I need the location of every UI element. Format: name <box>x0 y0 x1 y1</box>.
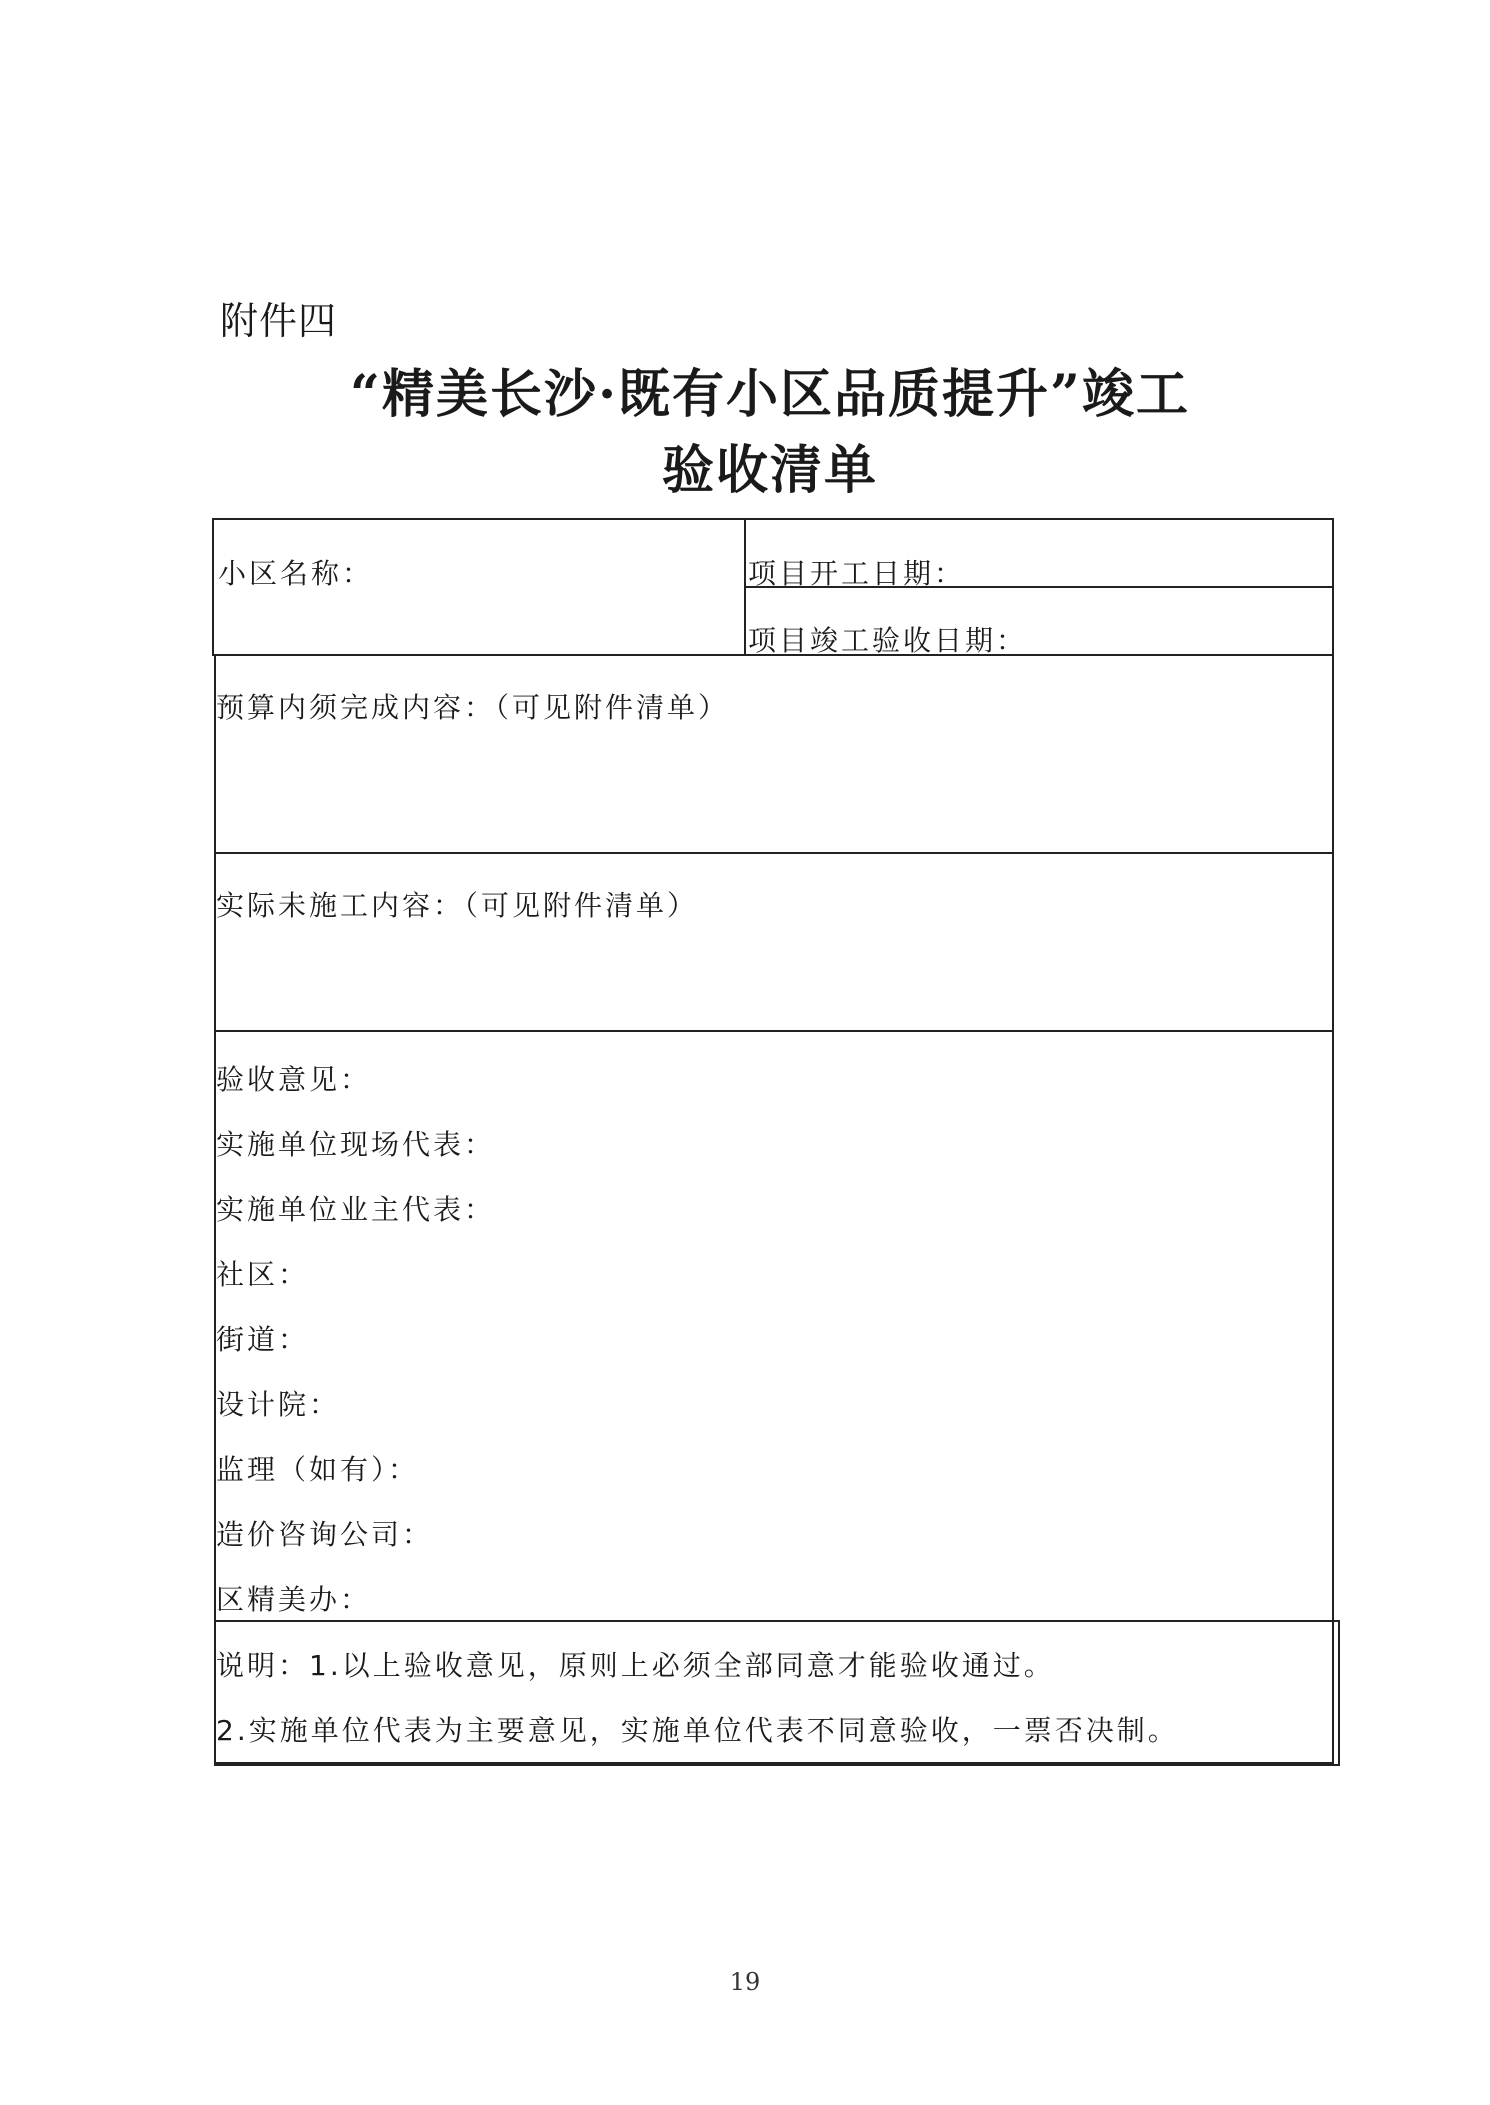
community-label: 社区： <box>216 1258 310 1291</box>
community-name-label: 小区名称： <box>218 557 374 590</box>
unbuilt-row-bottom-line <box>214 1030 1334 1032</box>
design-institute-label: 设计院： <box>216 1388 341 1421</box>
opinion-label: 验收意见： <box>216 1063 372 1096</box>
budget-content-label: 预算内须完成内容：（可见附件清单） <box>216 691 730 724</box>
page-number: 19 <box>729 1968 761 1996</box>
attachment-label: 附件四 <box>220 299 338 343</box>
owner-representative-label: 实施单位业主代表： <box>216 1193 496 1226</box>
document-title-line2: 验收清单 <box>661 440 878 501</box>
site-representative-label: 实施单位现场代表： <box>216 1128 496 1161</box>
district-office-label: 区精美办： <box>216 1583 372 1616</box>
note-line-2: 2.实施单位代表为主要意见，实施单位代表不同意验收，一票否决制。 <box>216 1714 1179 1747</box>
supervision-label: 监理（如有）： <box>216 1453 420 1486</box>
street-label: 街道： <box>216 1323 310 1356</box>
budget-row-bottom-line <box>214 852 1334 854</box>
note-line-1: 说明：1.以上验收意见，原则上必须全部同意才能验收通过。 <box>216 1649 1055 1682</box>
completion-date-label: 项目竣工验收日期： <box>748 624 1028 657</box>
unbuilt-content-label: 实际未施工内容：（可见附件清单） <box>216 889 699 922</box>
cost-consulting-label: 造价咨询公司： <box>216 1518 434 1551</box>
start-date-label: 项目开工日期： <box>748 557 966 590</box>
document-title-line1: “精美长沙·既有小区品质提升”竣工 <box>350 364 1190 425</box>
